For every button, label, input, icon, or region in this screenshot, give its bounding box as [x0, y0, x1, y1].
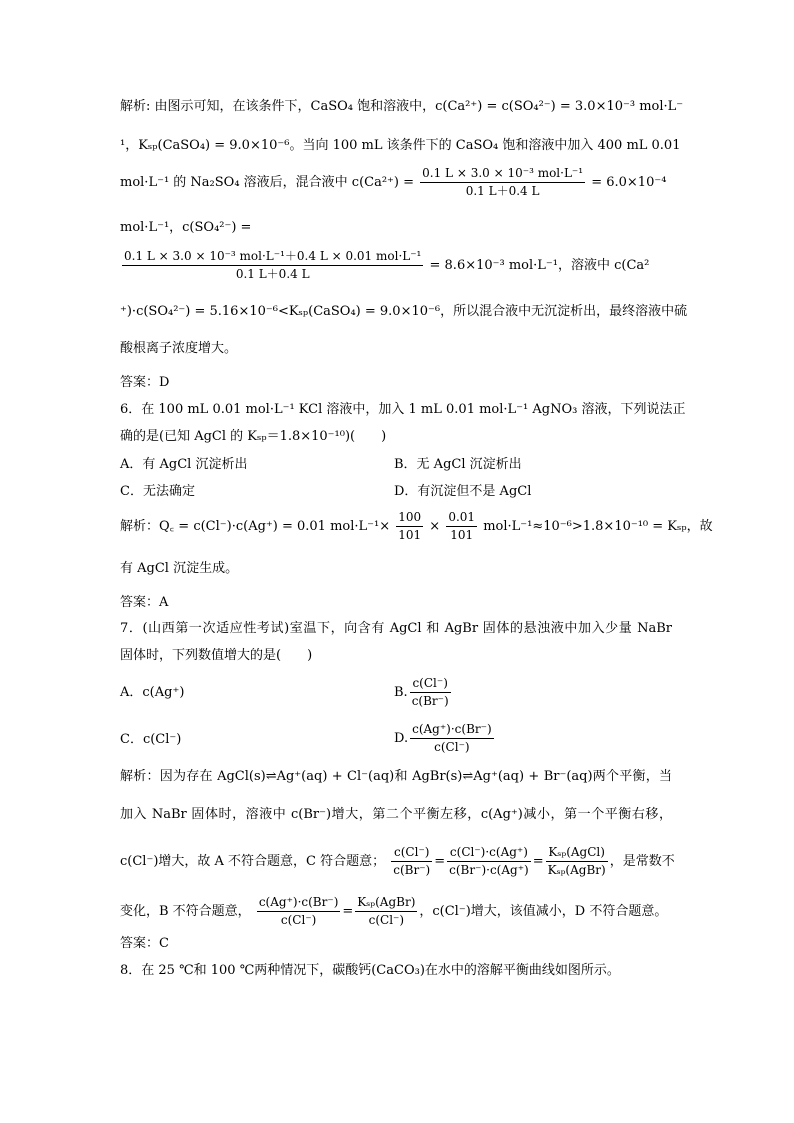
question-7-stem-line1: 7．(山西第一次适应性考试)室温下，向含有 AgCl 和 AgBr 固体的悬浊液中加入少量 NaBr: [120, 621, 672, 636]
fraction-denominator: 0.1 L＋0.4 L: [235, 267, 310, 281]
explanation-q5-line7: 酸根离子浓度增大。: [120, 341, 238, 356]
fraction-numerator: 100: [396, 510, 423, 527]
explanation-q5-line1: 解析: 由图示可知，在该条件下，CaSO₄ 饱和溶液中，c(Ca²⁺) = c(SO₄²⁻) = 3.0×10⁻³ mol·L⁻: [120, 99, 684, 114]
option-c: C．无法确定: [120, 484, 195, 499]
question-7-stem-line2: 固体时，下列数值增大的是( ): [120, 648, 313, 663]
option-label: D.: [394, 731, 409, 746]
question-7-explanation-line4: [120, 895, 672, 928]
fraction: [391, 845, 432, 878]
question-7-explanation-line3: [120, 845, 675, 878]
question-6-options-row1: [120, 456, 672, 474]
fraction-denominator: c(Br⁻): [411, 694, 449, 708]
option-d: [394, 722, 496, 755]
question-7-explanation-line1: 解析：因为存在 AgCl(s)⇌Ag⁺(aq) + Cl⁻(aq)和 AgBr(s)⇌Ag⁺(aq) + Br⁻(aq)两个平衡，当: [120, 769, 672, 784]
explanation-text: ，c(Cl⁻)增大，该值减小，D 不符合题意。: [419, 904, 668, 919]
fraction-numerator: c(Cl⁻)·c(Ag⁺): [447, 845, 531, 862]
explanation-text: = 8.6×10⁻³ mol·L⁻¹，溶液中 c(Ca²: [429, 258, 650, 273]
fraction: [420, 166, 585, 199]
fraction-denominator: 101: [450, 528, 474, 542]
equals-sign: =: [532, 854, 544, 869]
fraction-numerator: c(Ag⁺)·c(Br⁻): [410, 722, 494, 739]
multiply-sign: ×: [429, 519, 441, 534]
fraction-denominator: c(Cl⁻): [280, 913, 317, 927]
fraction-denominator: c(Br⁻)·c(Ag⁺): [449, 863, 529, 877]
fraction-denominator: 101: [398, 528, 422, 542]
fraction-numerator: c(Cl⁻): [391, 845, 432, 862]
question-6-stem-line1: 6．在 100 mL 0.01 mol·L⁻¹ KCl 溶液中，加入 1 mL 0.01 mol·L⁻¹ AgNO₃ 溶液，下列说法正: [120, 402, 686, 417]
fraction-denominator: 0.1 L＋0.4 L: [465, 184, 540, 198]
explanation-text: mol·L⁻¹ 的 Na₂SO₄ 溶液后，混合液中 c(Ca²⁺) =: [120, 175, 415, 190]
equals-sign: =: [434, 854, 446, 869]
question-7-options-row1: [120, 676, 672, 708]
question-6-options-row2: [120, 483, 672, 501]
fraction: [257, 895, 341, 928]
fraction: [446, 510, 477, 543]
explanation-text: ，是常数不: [609, 854, 675, 869]
explanation-q5-line3: [120, 166, 672, 199]
option-b: [394, 676, 453, 709]
option-b: B．无 AgCl 沉淀析出: [394, 457, 522, 472]
explanation-q5-line4: mol·L⁻¹，c(SO₄²⁻) =: [120, 220, 252, 235]
fraction-numerator: Kₛₚ(AgBr): [355, 895, 417, 912]
answer-q6: 答案：A: [120, 595, 169, 610]
question-6-explanation-line1: [120, 510, 713, 543]
question-6-stem-line2: 确的是(已知 AgCl 的 Kₛₚ＝1.8×10⁻¹⁰)( ): [120, 429, 387, 444]
fraction: [447, 845, 531, 878]
explanation-text: mol·L⁻¹≈10⁻⁶>1.8×10⁻¹⁰ = Kₛₚ，故: [483, 519, 713, 534]
fraction-numerator: Kₛₚ(AgCl): [546, 845, 608, 862]
fraction-numerator: 0.01: [446, 510, 477, 527]
explanation-q5-line5: [120, 249, 672, 282]
fraction-denominator: c(Br⁻): [393, 863, 431, 877]
option-a: A．c(Ag⁺): [120, 685, 185, 700]
explanation-text: 变化，B 不符合题意，: [120, 904, 251, 919]
question-8-stem: 8．在 25 ℃和 100 ℃两种情况下，碳酸钙(CaCO₃)在水中的溶解平衡曲线如图所示。: [120, 963, 620, 978]
fraction: [410, 676, 451, 709]
fraction-numerator: c(Cl⁻): [410, 676, 451, 693]
fraction-numerator: c(Ag⁺)·c(Br⁻): [257, 895, 341, 912]
fraction: [122, 249, 423, 282]
question-6-explanation-line2: 有 AgCl 沉淀生成。: [120, 561, 239, 576]
fraction: [410, 722, 494, 755]
fraction-numerator: 0.1 L × 3.0 × 10⁻³ mol·L⁻¹＋0.4 L × 0.01 mol·L⁻¹: [122, 249, 423, 266]
explanation-text: = 6.0×10⁻⁴: [591, 175, 667, 190]
fraction-denominator: Kₛₚ(AgBr): [547, 863, 606, 877]
explanation-text: c(Cl⁻)增大，故 A 不符合题意，C 符合题意；: [120, 854, 386, 869]
equals-sign: =: [342, 904, 354, 919]
fraction-denominator: c(Cl⁻): [434, 740, 470, 754]
fraction: [396, 510, 423, 543]
explanation-q5-line6: ⁺)·c(SO₄²⁻) = 5.16×10⁻⁶<Kₛₚ(CaSO₄) = 9.0×10⁻⁶，所以混合液中无沉淀析出，最终溶液中硫: [120, 304, 688, 319]
fraction: [546, 845, 608, 878]
option-d: D．有沉淀但不是 AgCl: [394, 484, 532, 499]
answer-q7: 答案：C: [120, 936, 169, 951]
option-a: A．有 AgCl 沉淀析出: [120, 457, 248, 472]
fraction-denominator: c(Cl⁻): [368, 913, 405, 927]
fraction: [355, 895, 417, 928]
fraction-numerator: 0.1 L × 3.0 × 10⁻³ mol·L⁻¹: [420, 166, 585, 183]
option-c: C．c(Cl⁻): [120, 732, 182, 747]
explanation-text: 解析：Q꜀ = c(Cl⁻)·c(Ag⁺) = 0.01 mol·L⁻¹×: [120, 519, 391, 534]
answer-q5: 答案：D: [120, 375, 170, 390]
explanation-q5-line2: ¹，Kₛₚ(CaSO₄) = 9.0×10⁻⁶。当向 100 mL 该条件下的 CaSO₄ 饱和溶液中加入 400 mL 0.01: [120, 138, 681, 153]
option-label: B.: [394, 685, 408, 700]
question-7-explanation-line2: 加入 NaBr 固体时，溶液中 c(Br⁻)增大，第二个平衡左移，c(Ag⁺)减小，第一个平衡右移，: [120, 807, 672, 822]
